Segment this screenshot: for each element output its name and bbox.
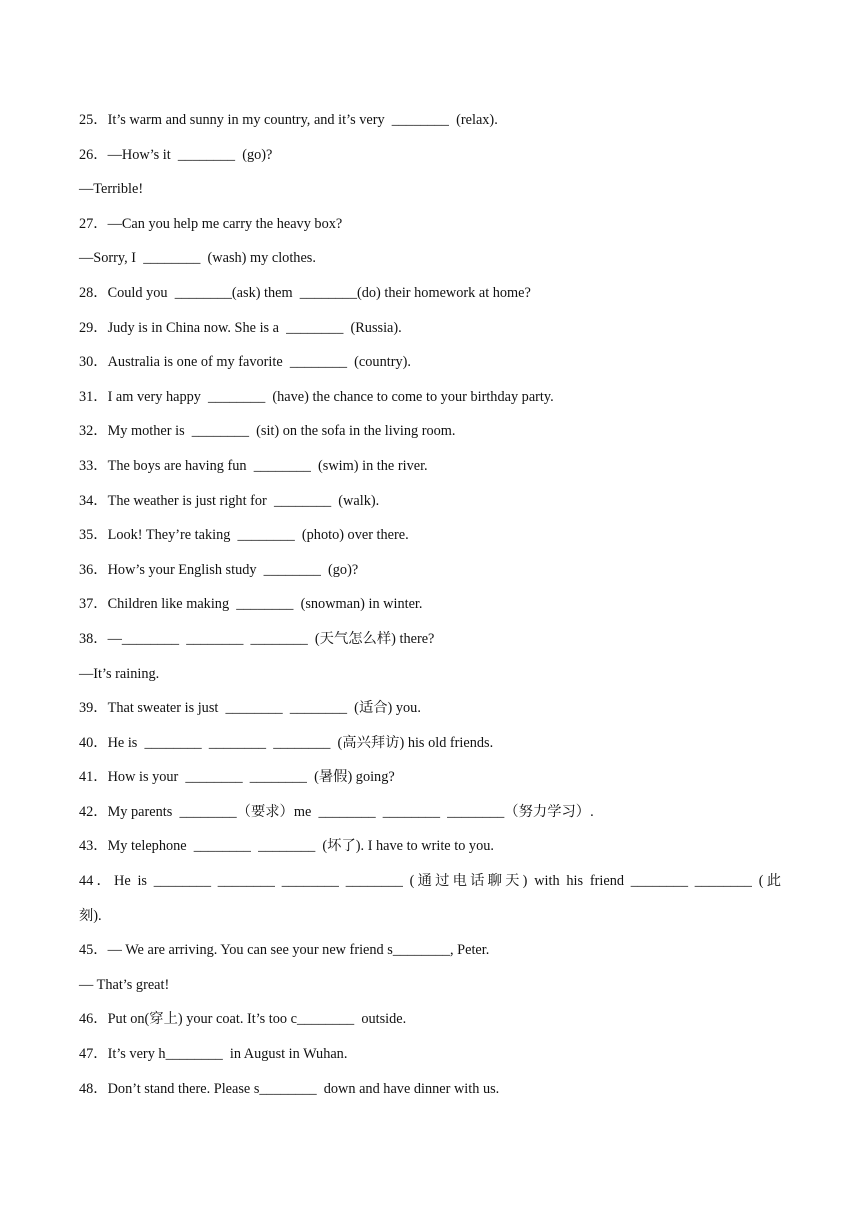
exercise-42: 42．My parents ________（要求）me ________ ________ ________（努力学习）. bbox=[79, 803, 594, 820]
exercise-32: 32．My mother is ________ (sit) on the sofa in the living room. bbox=[79, 423, 456, 440]
exercise-45-question: 45．— We are arriving. You can see your new friend s________, Peter. bbox=[79, 942, 490, 959]
exercise-44: 44．He is ________ ________ ________ ________ (通过电话聊天) with his friend ________ ________ (此 bbox=[79, 873, 781, 890]
exercise-46: 46．Put on(穿上) your coat. It’s too c________ outside. bbox=[79, 1011, 407, 1028]
exercise-34: 34．The weather is just right for ________ (walk). bbox=[79, 492, 380, 509]
exercise-45-answer: — That’s great! bbox=[79, 976, 170, 993]
exercise-47: 47．It’s very h________ in August in Wuhan. bbox=[79, 1046, 348, 1063]
exercise-27-question: 27．—Can you help me carry the heavy box? bbox=[79, 215, 343, 232]
exercise-43: 43．My telephone ________ ________ (坏了). I have to write to you. bbox=[79, 838, 494, 855]
exercise-25: 25．It’s warm and sunny in my country, and it’s very ________ (relax). bbox=[79, 112, 498, 128]
exercise-37: 37．Children like making ________ (snowman) in winter. bbox=[79, 596, 423, 613]
exercise-35: 35．Look! They’re taking ________ (photo) over there. bbox=[79, 527, 409, 544]
exercise-27-answer: —Sorry, I ________ (wash) my clothes. bbox=[79, 250, 316, 267]
exercise-38-answer: —It’s raining. bbox=[79, 665, 160, 682]
exercise-40: 40．He is ________ ________ ________ (高兴拜访) his old friends. bbox=[79, 734, 494, 751]
exercise-29: 29．Judy is in China now. She is a ________ (Russia). bbox=[79, 319, 402, 336]
exercise-26-answer: —Terrible! bbox=[79, 181, 144, 198]
exercise-31: 31．I am very happy ________ (have) the chance to come to your birthday party. bbox=[79, 388, 554, 405]
exercise-44-continued: 刻). bbox=[79, 907, 102, 924]
exercise-26-question: 26．—How’s it ________ (go)? bbox=[79, 146, 273, 163]
exercise-33: 33．The boys are having fun ________ (swim) in the river. bbox=[79, 457, 428, 474]
exercise-list bbox=[79, 103, 781, 1106]
exercise-28: 28．Could you ________(ask) them ________(do) their homework at home? bbox=[79, 284, 531, 301]
exercise-41: 41．How is your ________ ________ (暑假) going? bbox=[79, 769, 395, 786]
exercise-38-question: 38．—________ ________ ________ (天气怎么样) there? bbox=[79, 630, 435, 647]
exercise-30: 30．Australia is one of my favorite ________ (country). bbox=[79, 354, 411, 371]
exercise-48: 48．Don’t stand there. Please s________ down and have dinner with us. bbox=[79, 1080, 500, 1097]
exercise-39: 39．That sweater is just ________ ________ (适合) you. bbox=[79, 700, 421, 717]
exercise-36: 36．How’s your English study ________ (go)? bbox=[79, 561, 359, 578]
